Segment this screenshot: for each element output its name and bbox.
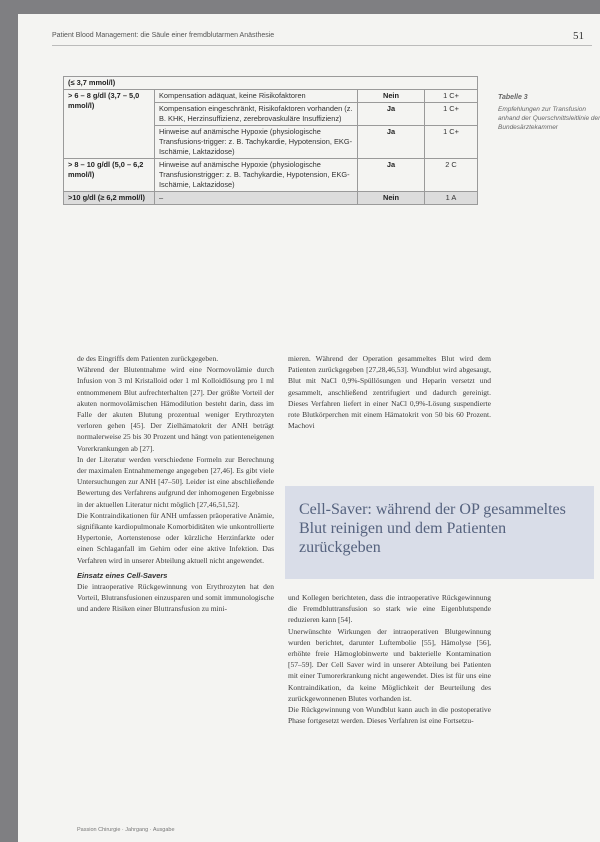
paragraph: Während der Blutentnahme wird eine Normovolämie durch Infusion von 3 ml Kristalloid oder 1 ml Kolloidlösung pro 1 ml entnommenem Blut aufrechterhalten [27]. Der größte Vorteil der akuten normovolämischen Hämodilution besteht darin, dass im Falle der akuten Blutung prozentual weniger Erythrozyten verloren gehen [45]. Der Zielhämatokrit der ANH beträgt normalerweise 25 bis 30 Prozent und hängt von patienteneigenen Vorerkrankungen ab [27]. xyxy=(77,365,274,453)
criterion-cell: Hinweise auf anämische Hypoxie (physiologische Transfusions-trigger: z. B. Tachykardie, Hypotension, EKG-Ischämie, Laktazidose) xyxy=(155,126,358,159)
hb-range-cell: >10 g/dl (≥ 6,2 mmol/l) xyxy=(64,192,155,205)
transfusion-cell: Nein xyxy=(358,90,425,103)
transfusion-table xyxy=(63,76,478,205)
page-number: 51 xyxy=(573,30,584,42)
evidence-cell: 1 C+ xyxy=(425,126,478,159)
paragraph: Unerwünschte Wirkungen der intraoperativen Blutgewinnung wurden berichtet, darunter Luftembolie [55], Hämolyse [56], erhöhte freie Hämoglobinwerte und bakterielle Kontamination [57–59]. Der Cell Saver wird in unserer Abteilung bei Patienten mit einer Tumorerkrankung nicht angewendet. Dies ist für uns eine Kontraindikation, da keine Möglichkeit der Beurteilung des zurückgewonnenen Blutes vorhanden ist. xyxy=(288,626,491,703)
criterion-cell: Kompensation adäquat, keine Risikofaktoren xyxy=(155,90,358,103)
paragraph: Die Rückgewinnung von Wundblut kann auch in die postoperative Phase fortgesetzt werden. Dieses Verfahren ist eine Fortsetzu- xyxy=(288,705,491,726)
header-rule xyxy=(52,45,592,46)
transfusion-cell: Ja xyxy=(358,159,425,192)
table-sidebar xyxy=(498,94,600,132)
hb-range-cell: > 8 – 10 g/dl (5,0 – 6,2 mmol/l) xyxy=(64,159,155,192)
evidence-cell: 1 C+ xyxy=(425,103,478,126)
page-footer: Passion Chirurgie · Jahrgang · Ausgabe xyxy=(77,827,175,833)
document-page xyxy=(18,14,600,842)
page-header xyxy=(52,30,592,44)
pull-quote xyxy=(285,486,594,579)
table-label: Tabelle 3 xyxy=(498,94,528,101)
transfusion-cell: Ja xyxy=(358,103,425,126)
text-column-right-bottom xyxy=(288,592,491,726)
paragraph: de des Eingriffs dem Patienten zurückgegeben. xyxy=(77,354,219,363)
paragraph: In der Literatur werden verschiedene Formeln zur Berechnung der maximalen Entnahmemenge angegeben [27,46]. Es gibt viele Untersuchungen zur ANH [47–50]. Leider ist eine abschließende Bewertung des Verfahrens aufgrund der inhomogenen Ergebnisse in der aktuellen Literatur nicht möglich [27,46,51,52]. xyxy=(77,454,274,509)
criterion-cell: – xyxy=(155,192,358,205)
criterion-cell: Hinweise auf anämische Hypoxie (physiologische Transfusionstrigger: z. B. Tachykardie, Hypotension, EKG-Ischämie, Laktazidose) xyxy=(155,159,358,192)
text-column-right-top xyxy=(288,353,491,431)
paragraph: und Kollegen berichteten, dass die intraoperative Rückgewinnung die Fremdbluttransfusion so stark wie eine Eigenblutspende reduzieren kann [54]. xyxy=(288,593,491,625)
hb-partial-cell: (≤ 3,7 mmol/l) xyxy=(64,77,478,90)
table-row-partial xyxy=(64,77,478,90)
evidence-cell: 2 C xyxy=(425,159,478,192)
table-caption: Empfehlungen zur Transfusion anhand der Querschnittsleitlinie der Bundesärztekammer xyxy=(498,106,600,131)
criterion-cell: Kompensation eingeschränkt, Risikofaktoren vorhanden (z. B. KHK, Herzinsuffizienz, zerebrovaskuläre Insuffizienz) xyxy=(155,103,358,126)
hb-range-cell: > 6 – 8 g/dl (3,7 – 5,0 mmol/l) xyxy=(64,90,155,159)
table-row xyxy=(64,192,478,205)
pull-quote-text: Cell-Saver: während der OP gesammeltes Blut reinigen und dem Patienten zurückgeben xyxy=(299,501,566,556)
paragraph: mieren. Während der Operation gesammeltes Blut wird dem Patienten zurückgegeben [27,28,46,53]. Wundblut wird abgesaugt, Blut mit NaCl 0,9%-Spüllösungen und Heparin versetzt und gesammelt, anschließend zentrifugiert und dadurch gereinigt. Dieses Verfahren liefert in einer NaCl 0,9%-Lösung suspendierte rote Blutkörperchen mit einem Hämatokrit von 50 bis 60 Prozent. Machovi xyxy=(288,354,491,431)
evidence-cell: 1 A xyxy=(425,192,478,205)
transfusion-cell: Ja xyxy=(358,126,425,159)
table-row xyxy=(64,90,478,103)
transfusion-cell: Nein xyxy=(358,192,425,205)
subheading-cell-saver: Einsatz eines Cell-Savers xyxy=(77,570,168,580)
evidence-cell: 1 C+ xyxy=(425,90,478,103)
paragraph: Die Kontraindikationen für ANH umfassen präoperative Anämie, signifikante kardiopulmonale Komorbiditäten wie unkontrollierte Hypertonie, Aortenstenose oder kürzliche Herzinfarkte oder einen Schlaganfall im Gehirn oder eine aktive Infektion. Das Verfahren wird in unserer Abteilung aktuell nicht angewendet. xyxy=(77,510,274,565)
paragraph: Die intraoperative Rückgewinnung von Erythrozyten hat den Vorteil, Blutransfusionen einzusparen und somit immunologische und andere Risiken einer Bluttransfusion zu mini- xyxy=(77,582,274,614)
text-column-left xyxy=(77,353,274,615)
running-title: Patient Blood Management: die Säule einer fremdblutarmen Anästhesie xyxy=(52,32,275,39)
table-row xyxy=(64,159,478,192)
